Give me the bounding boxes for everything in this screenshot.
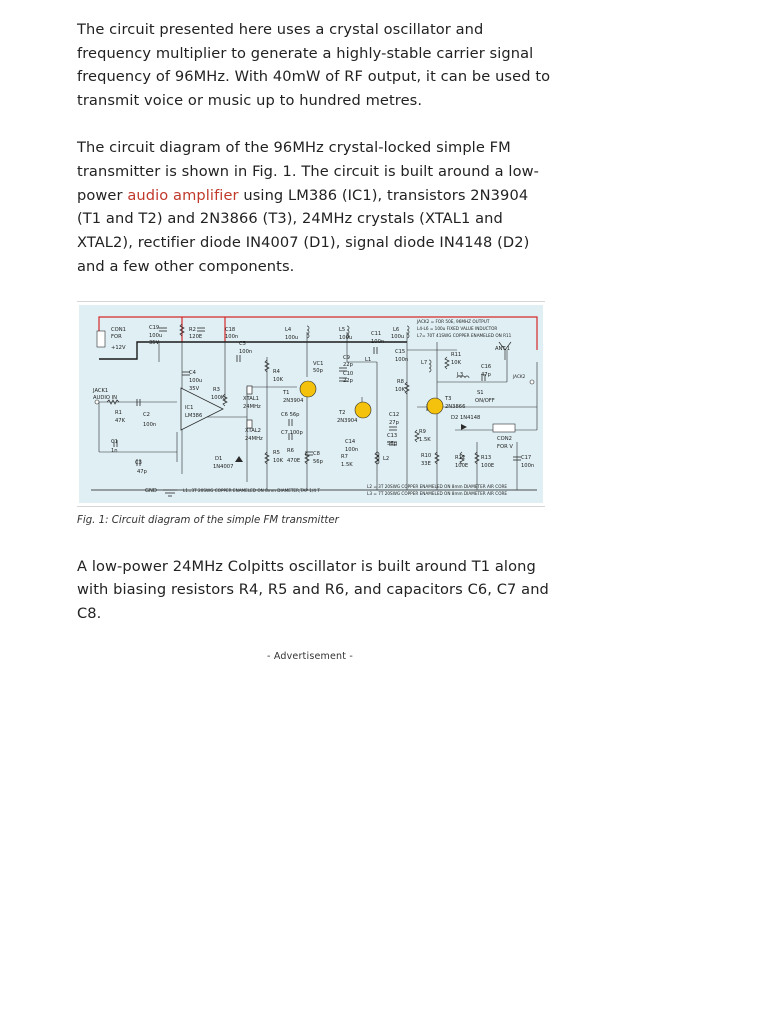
label-xtal1: XTAL1: [243, 395, 259, 402]
label-t2: T2: [339, 409, 346, 416]
label-c4-value: 100u: [189, 377, 203, 384]
label-t2-value: 2N3904: [337, 417, 358, 424]
label-r12-value: 100E: [455, 462, 469, 469]
label-d1-value: 1N4007: [213, 463, 234, 470]
label-c2-value: 100n: [143, 421, 157, 428]
label-l4: L4: [285, 326, 292, 333]
circuit-diagram: [77, 302, 545, 506]
label-lm386: LM386: [185, 412, 203, 419]
label-c18-value: 100n: [225, 333, 239, 340]
label-t3: T3: [445, 395, 452, 402]
label-r5: R5: [273, 449, 280, 456]
label-r10: R10: [421, 452, 432, 459]
label-c16-value: 47p: [481, 371, 491, 378]
label-l2-note: L2 = 3T 20SWG COPPER ENAMELED ON 8mm DIAMETER AIR CORE: [367, 483, 508, 489]
intro-paragraph: The circuit presented here uses a crystal oscillator and frequency multiplier to generate a highly-stable carrier signal frequency of 96MHz. With 40mW of RF output, it can be used to transmit voice or music up to hundred metres.: [77, 21, 551, 110]
label-c12: C12: [389, 411, 400, 418]
label-c11-value: 100n: [371, 338, 385, 345]
label-c14-value: 100n: [345, 446, 359, 453]
label-c8-value: 56p: [313, 458, 323, 465]
label-l3: L3: [457, 371, 464, 378]
label-gnd: GND: [145, 487, 157, 494]
label-r1: R1: [115, 409, 122, 416]
label-con2: CON2: [497, 435, 512, 442]
label-c12-value: 27p: [389, 419, 399, 426]
label-c14: C14: [345, 438, 356, 445]
label-t1-value: 2N3904: [283, 397, 304, 404]
label-r6: R6: [287, 447, 294, 454]
label-l5-value: 100u: [339, 334, 353, 341]
label-c4-rating: 35V: [189, 385, 200, 392]
label-r12: R12: [455, 454, 466, 461]
label-c3-value: 47p: [137, 468, 147, 475]
label-c19-value: 100u: [149, 332, 163, 339]
label-s1-value: ON/OFF: [475, 397, 495, 404]
label-l5: L5: [339, 326, 346, 333]
label-l7: L7: [421, 359, 428, 366]
label-c15: C15: [395, 348, 406, 355]
paragraph2-text-end: using LM386 (IC1), transistors 2N3904 (T1 and T2) and 2N3866 (T3), 24MHz crystals (XTAL1 and XTAL2), rectifier diode IN4007 (D1), signal diode IN4148 (D2) and a few other components.: [77, 186, 530, 275]
label-t3-value: 2N3866: [445, 403, 466, 410]
label-xtal2: XTAL2: [245, 427, 261, 434]
label-l1: L1: [365, 356, 372, 363]
label-c10-value: 22p: [343, 377, 353, 384]
circuit-diagram-figure: [77, 301, 545, 507]
label-r4: R4: [273, 368, 280, 375]
label-c19: C19: [149, 324, 160, 331]
label-l6: L6: [393, 326, 400, 333]
label-c13: C13: [387, 432, 398, 439]
label-xtal2-value: 24MHz: [245, 435, 263, 442]
label-con1: CON1: [111, 326, 126, 333]
oscillator-paragraph: A low-power 24MHz Colpitts oscillator is built around T1 along with biasing resistors R4, R5 and R6, and capacitors C6, C7 and C8.: [77, 557, 549, 622]
label-d2: D2 1N4148: [451, 414, 481, 421]
article-body: [77, 18, 552, 626]
label-r1-value: 47K: [115, 417, 126, 424]
label-r6-value: 470E: [287, 457, 301, 464]
label-ic1: IC1: [185, 404, 194, 411]
label-con2-for-v: FOR V: [497, 443, 513, 450]
label-r7-value: 1.5K: [341, 461, 353, 468]
label-c4: C4: [189, 369, 196, 376]
label-jack2-note-3: L7= 70T 41SWG COPPER ENAMELED ON R11: [417, 332, 512, 338]
label-audio-in: AUDIO IN: [93, 394, 118, 401]
label-c8: C8: [313, 450, 320, 457]
label-l2: L2: [383, 455, 390, 462]
circuit-description-paragraph: [77, 136, 552, 278]
label-r4-value: 10K: [273, 376, 284, 383]
label-r11-value: 10K: [451, 359, 462, 366]
label-c19-rating: 35V: [149, 339, 160, 346]
label-c17-value: 100n: [521, 462, 535, 469]
label-c10: C10: [343, 370, 354, 377]
label-ant1: ANT.1: [495, 345, 510, 352]
label-vc1: VC1: [313, 360, 324, 367]
label-s1: S1: [477, 389, 484, 396]
label-r13: R13: [481, 454, 492, 461]
figure-caption: Fig. 1: Circuit diagram of the simple FM transmitter: [77, 514, 339, 526]
label-d1: D1: [215, 455, 223, 462]
audio-amplifier-link[interactable]: audio amplifier: [127, 186, 239, 204]
label-c16: C16: [481, 363, 492, 370]
label-c9: C9: [343, 354, 350, 361]
label-c18: C18: [225, 326, 236, 333]
label-c5-value: 100n: [239, 348, 253, 355]
label-c2: C2: [143, 411, 150, 418]
label-r10-value: 33E: [421, 460, 431, 467]
label-jack2-note-2: L4-L6 = 100u FIXED VALUE INDUCTOR: [417, 325, 498, 331]
label-xtal1-value: 24MHz: [243, 403, 261, 410]
label-c9-value: 22p: [343, 361, 353, 368]
label-l4-value: 100u: [285, 334, 299, 341]
label-r3-value: 100K: [211, 394, 225, 401]
label-c1: C1: [111, 438, 118, 445]
label-r9: R9: [419, 428, 426, 435]
label-l6-value: 100u: [391, 333, 405, 340]
label-plus12v: +12V: [111, 344, 126, 351]
label-r3: R3: [213, 386, 220, 393]
label-c17: C17: [521, 454, 532, 461]
label-t1: T1: [283, 389, 290, 396]
label-r8: R8: [397, 378, 404, 385]
label-c3: C3: [135, 459, 142, 466]
label-c5: C5: [239, 340, 246, 347]
label-c13-value: 56p: [387, 440, 397, 447]
label-r2-value: 120E: [189, 333, 203, 340]
label-jack2: JACK2: [513, 373, 526, 379]
label-r5-value: 10K: [273, 457, 284, 464]
label-c11: C11: [371, 330, 382, 337]
advertisement-label: - Advertisement -: [266, 651, 354, 662]
label-c7: C7 100p: [281, 429, 303, 436]
label-con1-for: FOR: [111, 333, 122, 340]
paragraph2-text-start: The circuit diagram of the 96MHz crystal-locked simple FM transmitter is shown in Fig. 1. The circuit is built around a low-power: [77, 139, 540, 204]
label-r9-value: 1.5K: [419, 436, 431, 443]
label-r13-value: 100E: [481, 462, 495, 469]
label-vc1-value: 50p: [313, 367, 323, 374]
label-c1-value: 1n: [111, 447, 118, 454]
label-r8-value: 10K: [395, 386, 406, 393]
label-jack2-note-1: JACK2 = FOR 50E, 96MHZ OUTPUT: [417, 318, 490, 324]
label-c6: C6 56p: [281, 411, 300, 418]
label-r7: R7: [341, 453, 348, 460]
label-l3-note: L3 = 7T 20SWG COPPER ENAMELED ON 8mm DIAMETER AIR CORE: [367, 490, 508, 496]
label-jack1: JACK1: [93, 387, 109, 394]
label-r11: R11: [451, 351, 462, 358]
label-r2: R2: [189, 326, 196, 333]
label-l1-note: L1=3T 20SWG COPPER ENAMELED ON 8mm DIAMETER,TAP 1/4 T: [183, 487, 320, 493]
label-c15-value: 100n: [395, 356, 409, 363]
